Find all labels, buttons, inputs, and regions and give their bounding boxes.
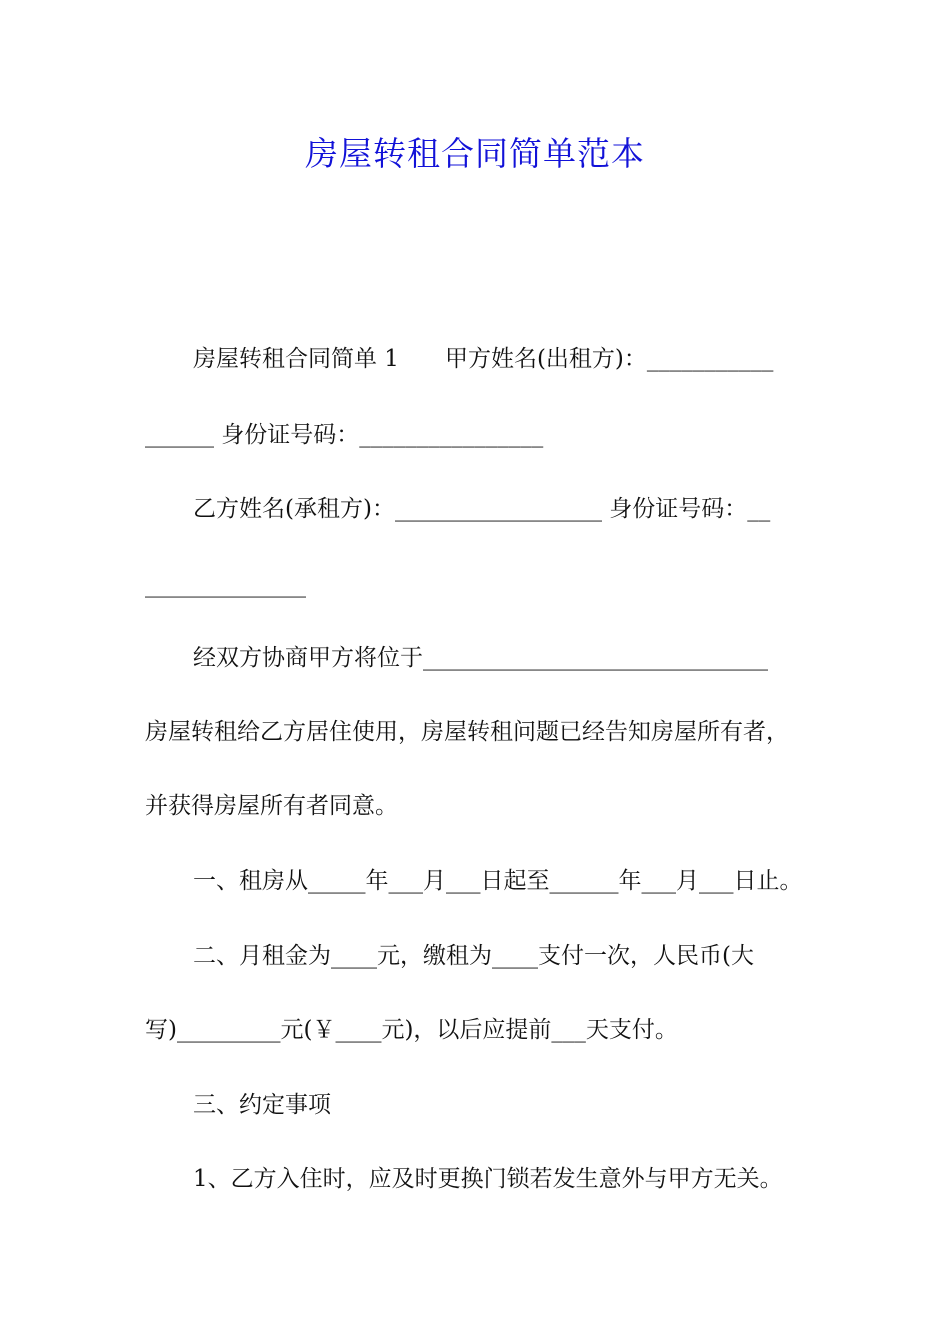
paragraph-line: 乙方姓名(承租方)：__________________ 身份证号码：__ xyxy=(193,496,771,522)
document-title: 房屋转租合同简单范本 xyxy=(305,134,645,173)
paragraph-line: 二、月租金为____元，缴租为____支付一次，人民币(大 xyxy=(193,943,754,969)
paragraph-line: ______________ xyxy=(145,572,306,598)
paragraph-line: 经双方协商甲方将位于______________________________ xyxy=(193,645,768,671)
paragraph-line: ______ 身份证号码：________________ xyxy=(145,422,544,448)
paragraph-line: 三、约定事项 xyxy=(193,1092,331,1118)
paragraph-line: 一、租房从_____年___月___日起至______年___月___日止。 xyxy=(193,868,803,894)
paragraph-line: 1、乙方入住时，应及时更换门锁若发生意外与甲方无关。 xyxy=(193,1166,783,1192)
paragraph-line: 房屋转租给乙方居住使用，房屋转租问题已经告知房屋所有者， xyxy=(145,719,789,745)
paragraph-line: 房屋转租合同简单 1 甲方姓名(出租方)：___________ xyxy=(193,346,774,372)
paragraph-line: 写)_________元(￥____元)，以后应提前___天支付。 xyxy=(145,1017,678,1043)
paragraph-line: 并获得房屋所有者同意。 xyxy=(145,793,398,819)
